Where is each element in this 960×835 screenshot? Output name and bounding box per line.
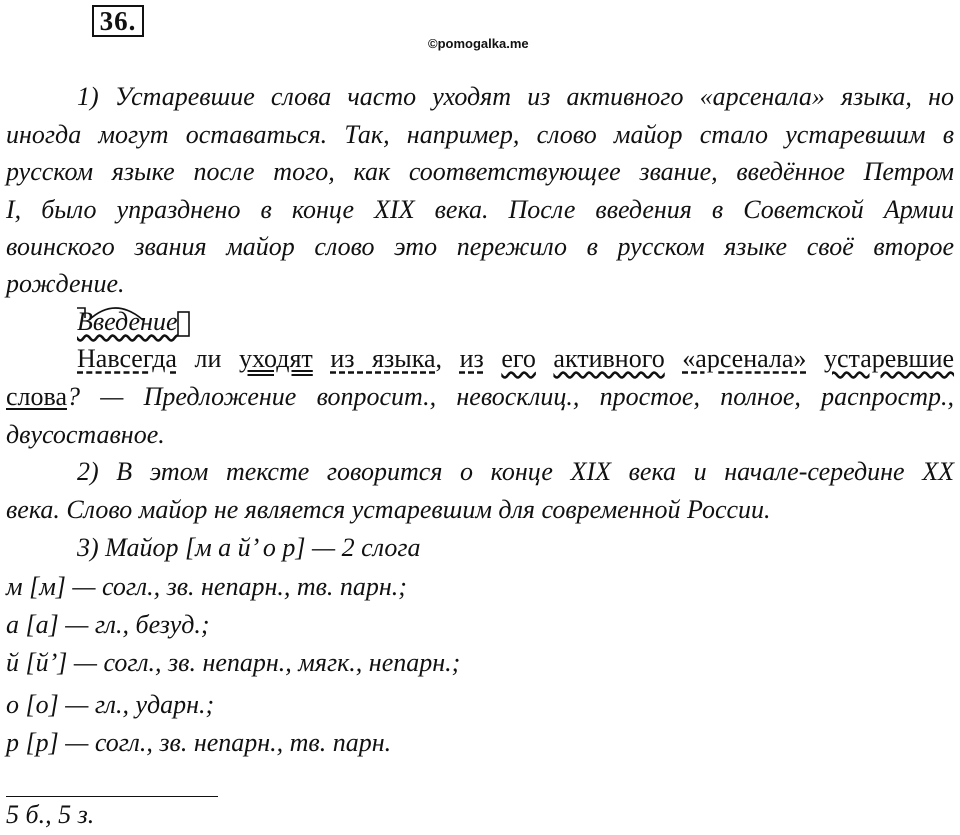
- parse-line: двусоставное.: [6, 420, 165, 449]
- sound-line: а [а] — гл., безуд.;: [6, 610, 210, 639]
- attribute: устаревшие: [823, 344, 955, 373]
- attribute: его: [501, 344, 536, 373]
- particle: ли: [194, 344, 222, 373]
- adverbial: из языка: [330, 344, 436, 373]
- sound-line: р [р] — согл., зв. непарн., тв. парн.: [6, 728, 392, 757]
- adverbial: Навсегда: [77, 344, 177, 373]
- adverbial: из: [459, 344, 484, 373]
- subject: слова: [6, 382, 67, 411]
- predicate: уходят: [238, 344, 313, 373]
- text-line: русском языке после того, как соответствующее звание, введённое Петром: [6, 157, 954, 186]
- watermark: ©pomogalka.me: [428, 36, 529, 51]
- morph-line: [77, 307, 178, 337]
- text-line: 1) Устаревшие слова часто уходят из активного «арсенала» языка, но: [77, 82, 954, 111]
- attribute: активного: [553, 344, 665, 373]
- exercise-number: 36.: [92, 5, 144, 37]
- phonetic-heading: 3) Майор [м а й’ о р] — 2 слога: [77, 533, 421, 562]
- sound-line: о [о] — гл., ударн.;: [6, 690, 215, 719]
- text-line: иногда могут оставаться. Так, например, слово майор стало устаревшим в: [6, 120, 954, 149]
- text-line: рождение.: [6, 269, 125, 298]
- parse-line: Навсегда ли уходят из языка, из его активного «арсенала» устаревшие: [77, 344, 955, 373]
- text-line: I, было упразднено в конце XIX века. После введения в Советской Армии: [6, 195, 954, 224]
- sound-line: й [й’] — согл., зв. непарн., мягк., непарн.;: [6, 648, 461, 677]
- parse-line: [6, 382, 954, 412]
- footer-divider: [6, 796, 218, 797]
- ending-box: [178, 312, 189, 336]
- adverbial: «арсенала»: [682, 344, 807, 373]
- parse-description: ? — Предложение вопросит., невосклиц., простое, полное, распростр.,: [67, 382, 954, 411]
- footer-note: 5 б., 5 з.: [6, 800, 95, 829]
- text-line: воинского звания майор слово это пережило в русском языке своё второе: [6, 232, 954, 261]
- text-line: 2) В этом тексте говорится о конце XIX века и начале-середине XX: [77, 457, 954, 486]
- morph-word: Введение: [77, 307, 178, 336]
- text-line: века. Слово майор не является устаревшим для современной России.: [6, 495, 771, 524]
- sound-line: м [м] — согл., зв. непарн., тв. парн.;: [6, 572, 407, 601]
